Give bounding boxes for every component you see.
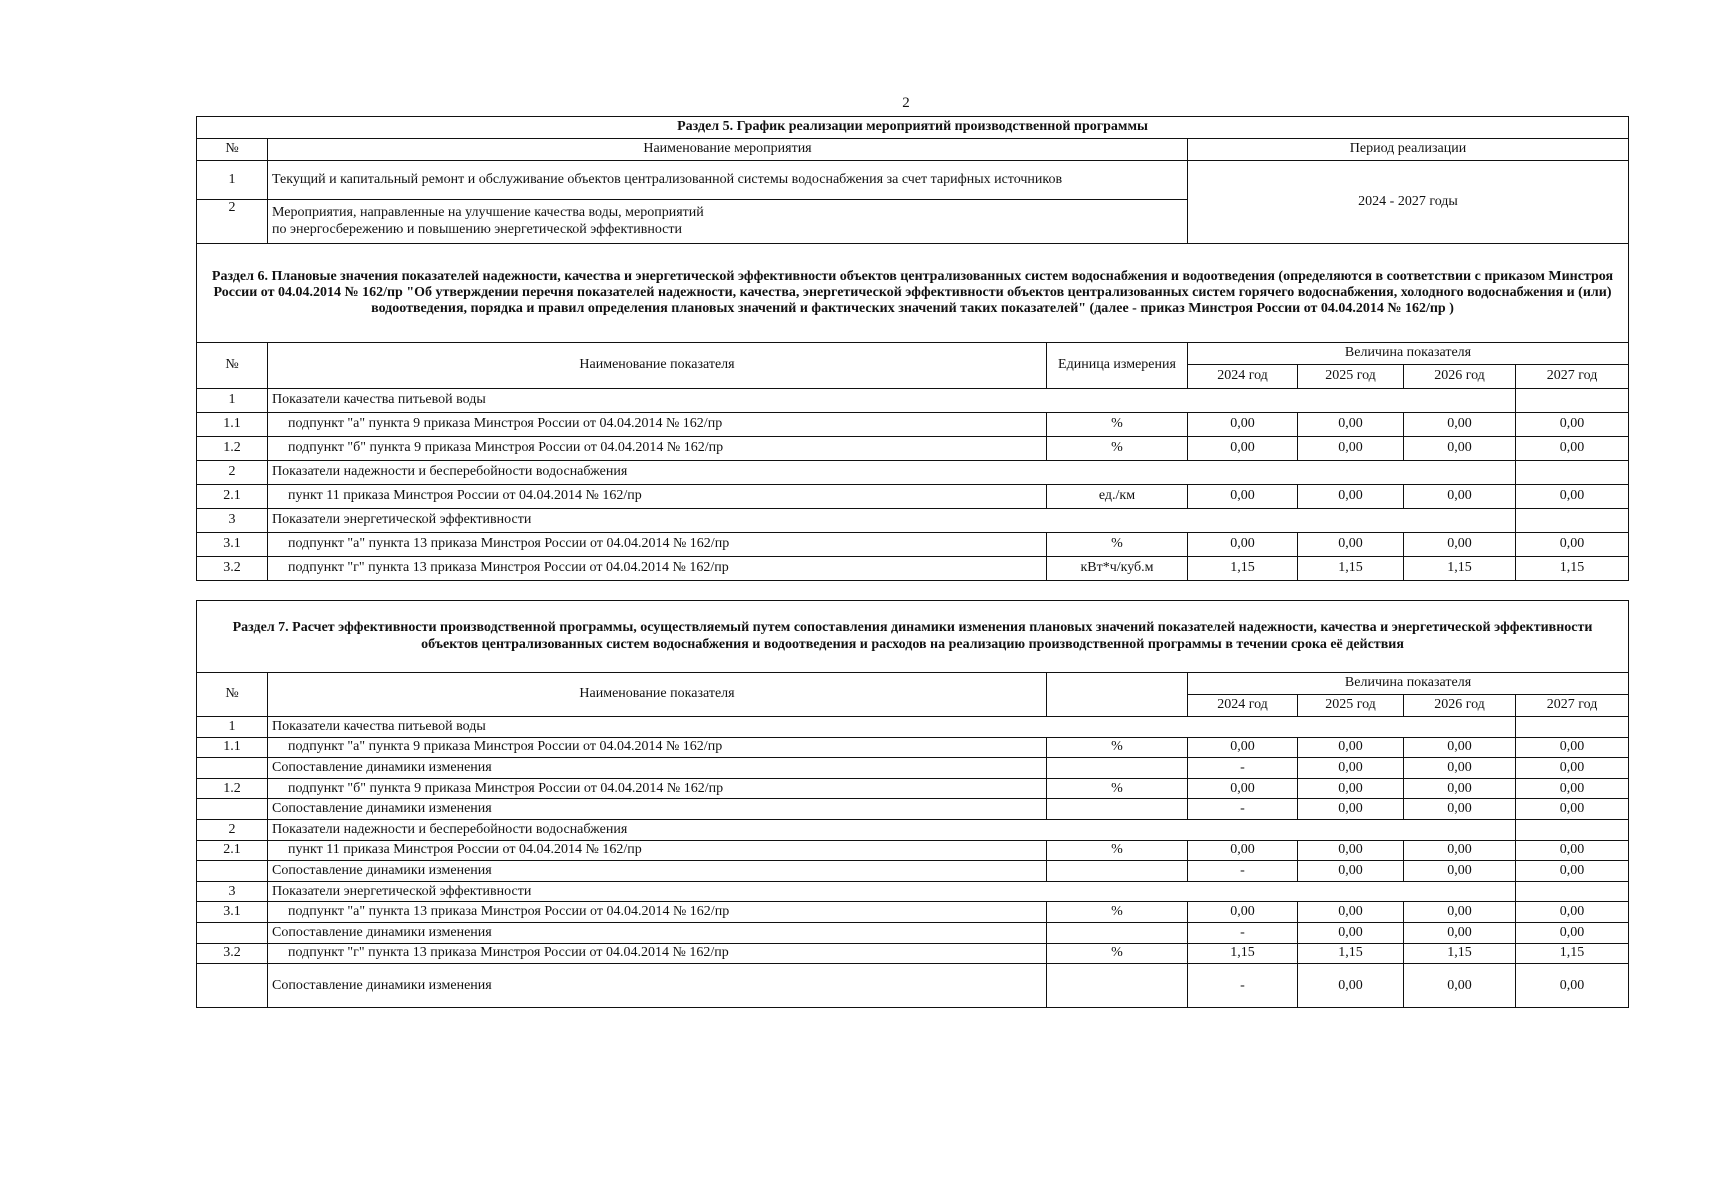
value-cell: 0,00 [1298, 840, 1404, 861]
event-name-line: по энергосбережению и повышению энергетической эффективности [272, 221, 682, 237]
value-cell: 0,00 [1404, 485, 1516, 509]
col-indicator-name: Наименование показателя [268, 343, 1047, 389]
comparison-label: Сопоставление динамики изменения [268, 799, 1047, 820]
value-cell: 0,00 [1298, 533, 1404, 557]
value-cell: 0,00 [1188, 485, 1298, 509]
row-no: 1.1 [197, 737, 268, 758]
table-row [197, 485, 1629, 509]
value-cell [1516, 717, 1629, 738]
row-no: 3.2 [197, 943, 268, 964]
group-name: Показатели надежности и бесперебойности водоснабжения [268, 461, 1516, 485]
value-cell: 0,00 [1188, 437, 1298, 461]
col-unit: Единица измерения [1047, 343, 1188, 389]
event-name-line: Мероприятия, направленные на улучшение качества воды, мероприятий [272, 205, 704, 221]
indicator-name: подпункт "а" пункта 9 приказа Минстроя России от 04.04.2014 № 162/пр [268, 413, 1047, 437]
value-cell: - [1188, 758, 1298, 779]
value-cell: 0,00 [1516, 737, 1629, 758]
group-name: Показатели энергетической эффективности [268, 509, 1516, 533]
table-row [197, 461, 1629, 485]
col-no: № [197, 139, 268, 161]
col-event-name: Наименование мероприятия [268, 139, 1188, 161]
col-no: № [197, 673, 268, 717]
indicator-name: пункт 11 приказа Минстроя России от 04.04.2014 № 162/пр [268, 840, 1047, 861]
unit-cell [1047, 861, 1188, 882]
row-no: 1.2 [197, 778, 268, 799]
unit-cell: кВт*ч/куб.м [1047, 557, 1188, 581]
indicator-name: подпункт "а" пункта 13 приказа Минстроя России от 04.04.2014 № 162/пр [268, 533, 1047, 557]
section5-table [196, 116, 1629, 244]
value-cell [1516, 819, 1629, 840]
comparison-label: Сопоставление динамики изменения [268, 861, 1047, 882]
value-cell: 0,00 [1404, 799, 1516, 820]
row-no [197, 964, 268, 1008]
year-2026: 2026 год [1404, 365, 1516, 389]
table-row [197, 557, 1629, 581]
value-cell: 0,00 [1404, 861, 1516, 882]
table-row [197, 533, 1629, 557]
col-no: № [197, 343, 268, 389]
value-cell: 0,00 [1298, 799, 1404, 820]
table-row [197, 902, 1629, 923]
value-cell: - [1188, 861, 1298, 882]
row-no: 2.1 [197, 485, 268, 509]
value-cell: 0,00 [1404, 533, 1516, 557]
row-no: 1 [197, 389, 268, 413]
section7-table [196, 600, 1629, 1008]
value-cell: 0,00 [1516, 840, 1629, 861]
row-no: 2 [197, 461, 268, 485]
section6-title: Раздел 6. Плановые значения показателей надежности, качества и энергетической эффективности объектов централизованных систем водоснабжения и водоотведения (определяются в соответствии с приказом Минстроя России от 04.04.2014 № 162/пр "Об утверждении перечня показателей надежности, качества, энергетической эффективности объектов централизованных систем горячего водоснабжения, холодного водоснабжения и (или) водоотведения, порядка и правил определения плановых значений и фактических значений таких показателей" (далее - приказ Минстроя России от 04.04.2014 № 162/пр ) [197, 244, 1629, 343]
row-no: 3 [197, 509, 268, 533]
value-cell: 0,00 [1404, 778, 1516, 799]
value-cell: 0,00 [1516, 533, 1629, 557]
unit-cell: % [1047, 737, 1188, 758]
unit-cell [1047, 964, 1188, 1008]
row-no: 1.1 [197, 413, 268, 437]
value-cell: 0,00 [1404, 758, 1516, 779]
row-no: 3.1 [197, 902, 268, 923]
unit-cell: % [1047, 902, 1188, 923]
row-no: 2.1 [197, 840, 268, 861]
value-cell: 0,00 [1298, 922, 1404, 943]
value-cell: 1,15 [1404, 943, 1516, 964]
row-no: 1 [197, 717, 268, 738]
indicator-name: пункт 11 приказа Минстроя России от 04.04.2014 № 162/пр [268, 485, 1047, 509]
table-row [197, 389, 1629, 413]
unit-cell: % [1047, 533, 1188, 557]
value-cell: 0,00 [1516, 485, 1629, 509]
value-cell: 0,00 [1298, 737, 1404, 758]
value-cell: 0,00 [1404, 737, 1516, 758]
period-value: 2024 - 2027 годы [1188, 161, 1629, 244]
comparison-label: Сопоставление динамики изменения [268, 758, 1047, 779]
value-cell: 0,00 [1188, 778, 1298, 799]
row-no: 1 [197, 161, 268, 200]
value-cell: 0,00 [1516, 964, 1629, 1008]
comparison-label: Сопоставление динамики изменения [268, 922, 1047, 943]
section6-table [196, 243, 1629, 581]
value-cell: 0,00 [1516, 758, 1629, 779]
value-cell: 0,00 [1404, 840, 1516, 861]
table-row [197, 819, 1629, 840]
row-no [197, 922, 268, 943]
table-row [197, 964, 1629, 1008]
table-row [197, 861, 1629, 882]
value-cell: 0,00 [1516, 413, 1629, 437]
unit-cell [1047, 758, 1188, 779]
section6-body [197, 389, 1629, 581]
row-no: 3 [197, 881, 268, 902]
indicator-name: подпункт "б" пункта 9 приказа Минстроя России от 04.04.2014 № 162/пр [268, 778, 1047, 799]
value-cell: 1,15 [1516, 557, 1629, 581]
indicator-name: подпункт "б" пункта 9 приказа Минстроя России от 04.04.2014 № 162/пр [268, 437, 1047, 461]
col-unit [1047, 673, 1188, 717]
event-name [268, 200, 1188, 244]
value-cell: 0,00 [1298, 861, 1404, 882]
section7-title: Раздел 7. Расчет эффективности производственной программы, осуществляемый путем сопоставления динамики изменения плановых значений показателей надежности, качества и энергетической эффективности объектов централизованных систем водоснабжения и водоотведения и расходов на реализацию производственной программы в течении срока её действия [197, 601, 1629, 673]
value-cell: 0,00 [1188, 737, 1298, 758]
table-row [197, 437, 1629, 461]
year-2027: 2027 год [1516, 365, 1629, 389]
group-name: Показатели качества питьевой воды [268, 717, 1516, 738]
year-2024: 2024 год [1188, 695, 1298, 717]
value-cell: 0,00 [1298, 485, 1404, 509]
value-cell: - [1188, 922, 1298, 943]
row-no: 1.2 [197, 437, 268, 461]
value-cell: 0,00 [1404, 922, 1516, 943]
indicator-name: подпункт "а" пункта 13 приказа Минстроя России от 04.04.2014 № 162/пр [268, 902, 1047, 923]
value-cell: 0,00 [1516, 902, 1629, 923]
year-2025: 2025 год [1298, 365, 1404, 389]
table-row [197, 413, 1629, 437]
col-indicator-name: Наименование показателя [268, 673, 1047, 717]
unit-cell: ед./км [1047, 485, 1188, 509]
value-cell: 1,15 [1298, 943, 1404, 964]
row-no [197, 861, 268, 882]
section7-body [197, 717, 1629, 1008]
row-no: 3.2 [197, 557, 268, 581]
row-no: 3.1 [197, 533, 268, 557]
year-2024: 2024 год [1188, 365, 1298, 389]
value-cell: - [1188, 799, 1298, 820]
indicator-name: подпункт "г" пункта 13 приказа Минстроя России от 04.04.2014 № 162/пр [268, 557, 1047, 581]
row-no: 2 [197, 200, 268, 244]
value-cell: 0,00 [1516, 861, 1629, 882]
value-cell: 0,00 [1298, 902, 1404, 923]
value-cell: 0,00 [1516, 922, 1629, 943]
indicator-name: подпункт "а" пункта 9 приказа Минстроя России от 04.04.2014 № 162/пр [268, 737, 1047, 758]
value-cell: 0,00 [1404, 437, 1516, 461]
group-name: Показатели качества питьевой воды [268, 389, 1516, 413]
col-value: Величина показателя [1188, 343, 1629, 365]
unit-cell [1047, 922, 1188, 943]
col-value: Величина показателя [1188, 673, 1629, 695]
value-cell: 0,00 [1404, 964, 1516, 1008]
table-row [197, 737, 1629, 758]
event-name: Текущий и капитальный ремонт и обслуживание объектов централизованной системы водоснабжения за счет тарифных источников [268, 161, 1188, 200]
value-cell [1516, 509, 1629, 533]
year-2027: 2027 год [1516, 695, 1629, 717]
unit-cell: % [1047, 840, 1188, 861]
unit-cell: % [1047, 778, 1188, 799]
section5-title: Раздел 5. График реализации мероприятий производственной программы [197, 117, 1629, 139]
table-row [197, 840, 1629, 861]
year-2025: 2025 год [1298, 695, 1404, 717]
value-cell: - [1188, 964, 1298, 1008]
value-cell: 0,00 [1298, 778, 1404, 799]
value-cell: 0,00 [1298, 758, 1404, 779]
value-cell [1516, 389, 1629, 413]
row-no [197, 758, 268, 779]
comparison-label: Сопоставление динамики изменения [268, 964, 1047, 1008]
value-cell: 0,00 [1404, 413, 1516, 437]
col-period: Период реализации [1188, 139, 1629, 161]
value-cell: 1,15 [1516, 943, 1629, 964]
table-row [197, 799, 1629, 820]
unit-cell: % [1047, 437, 1188, 461]
unit-cell: % [1047, 943, 1188, 964]
year-2026: 2026 год [1404, 695, 1516, 717]
table-row [197, 922, 1629, 943]
value-cell: 0,00 [1188, 902, 1298, 923]
value-cell: 0,00 [1188, 840, 1298, 861]
page-number: 2 [902, 95, 910, 111]
value-cell: 0,00 [1298, 437, 1404, 461]
table-row [197, 943, 1629, 964]
unit-cell [1047, 799, 1188, 820]
value-cell: 0,00 [1188, 533, 1298, 557]
value-cell: 1,15 [1188, 557, 1298, 581]
value-cell: 0,00 [1516, 799, 1629, 820]
group-name: Показатели энергетической эффективности [268, 881, 1516, 902]
value-cell: 0,00 [1516, 437, 1629, 461]
value-cell: 1,15 [1298, 557, 1404, 581]
table-row [197, 758, 1629, 779]
group-name: Показатели надежности и бесперебойности водоснабжения [268, 819, 1516, 840]
row-no: 2 [197, 819, 268, 840]
value-cell: 0,00 [1404, 902, 1516, 923]
value-cell: 1,15 [1188, 943, 1298, 964]
row-no [197, 799, 268, 820]
value-cell: 0,00 [1516, 778, 1629, 799]
table-row [197, 717, 1629, 738]
value-cell [1516, 461, 1629, 485]
table-row [197, 778, 1629, 799]
indicator-name: подпункт "г" пункта 13 приказа Минстроя России от 04.04.2014 № 162/пр [268, 943, 1047, 964]
value-cell: 0,00 [1188, 413, 1298, 437]
table-row [197, 881, 1629, 902]
value-cell [1516, 881, 1629, 902]
value-cell: 0,00 [1298, 964, 1404, 1008]
value-cell: 1,15 [1404, 557, 1516, 581]
unit-cell: % [1047, 413, 1188, 437]
value-cell: 0,00 [1298, 413, 1404, 437]
table-row [197, 509, 1629, 533]
